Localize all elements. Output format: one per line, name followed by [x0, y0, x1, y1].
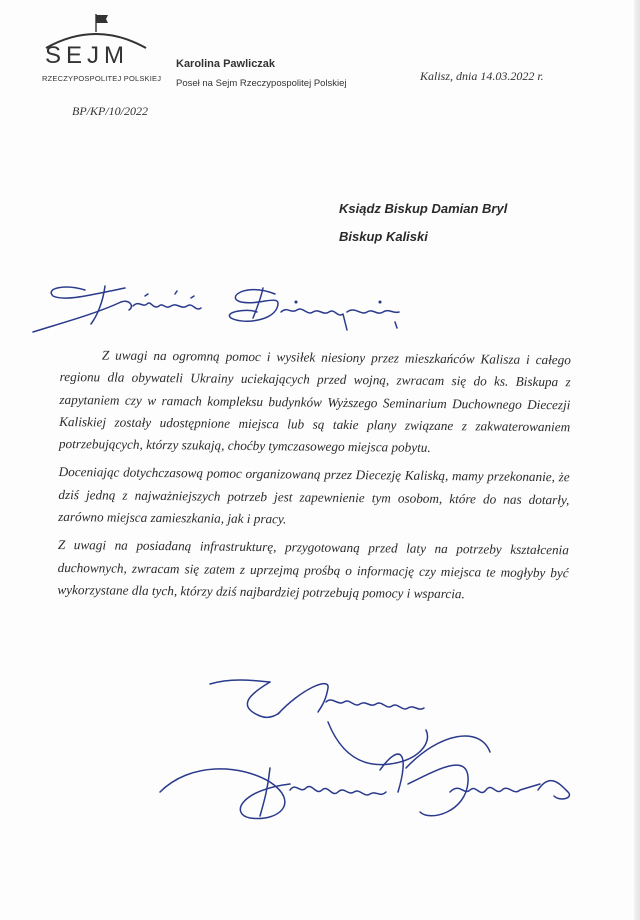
- handwritten-greeting: [25, 272, 415, 342]
- body-paragraph: Doceniając dotychczasową pomoc organizowaną przez Diecezję Kaliską, mamy przekonanie, że dziś jedną z najważniejszych potrzeb jest zapewnienie tym osobom, które do nas dotarły, zarówno miejsca zamieszkania, jak i pracy.: [58, 464, 570, 527]
- recipient-title: Biskup Kaliski: [339, 229, 428, 244]
- logo-wordmark: SEJM: [45, 42, 130, 69]
- sender-name: Karolina Pawliczak: [176, 58, 276, 70]
- paper-edge: [634, 0, 640, 920]
- recipient-name: Ksiądz Biskup Damian Bryl: [339, 201, 508, 216]
- sejm-logo: [40, 12, 162, 92]
- handwritten-signature: [150, 672, 590, 842]
- letter-body: [57, 344, 571, 613]
- reference-number: BP/KP/10/2022: [72, 104, 148, 118]
- logo-subtitle: RZECZYPOSPOLITEJ POLSKIEJ: [42, 74, 162, 83]
- body-paragraph: Z uwagi na ogromną pomoc i wysiłek niesiony przez mieszkańców Kalisza i całego regionu dla obywateli Ukrainy uciekających przed wojną, zwracam się do ks. Biskupa z zapytaniem czy w ramach kompleksu budynków Wyższego Seminarium Duchownego Diecezji Kaliskiej zostały udostępnione miejsca lub są takie plany związane z zakwaterowaniem potrzebujących, którzy szukają, choćby tymczasowego miejsca pobytu.: [58, 347, 571, 456]
- body-paragraph: Z uwagi na posiadaną infrastrukturę, przygotowaną przed laty na potrzeby kształcenia duchownych, zwracam się zatem z uprzejmą prośbą o informację czy miejsca te mogłyby być wykorzystane dla tych, którzy dziś najbardziej potrzebują pomocy i wsparcia.: [57, 537, 569, 602]
- sender-role: Poseł na Sejm Rzeczypospolitej Polskiej: [176, 78, 347, 89]
- date-line: Kalisz, dnia 14.03.2022 r.: [420, 69, 544, 83]
